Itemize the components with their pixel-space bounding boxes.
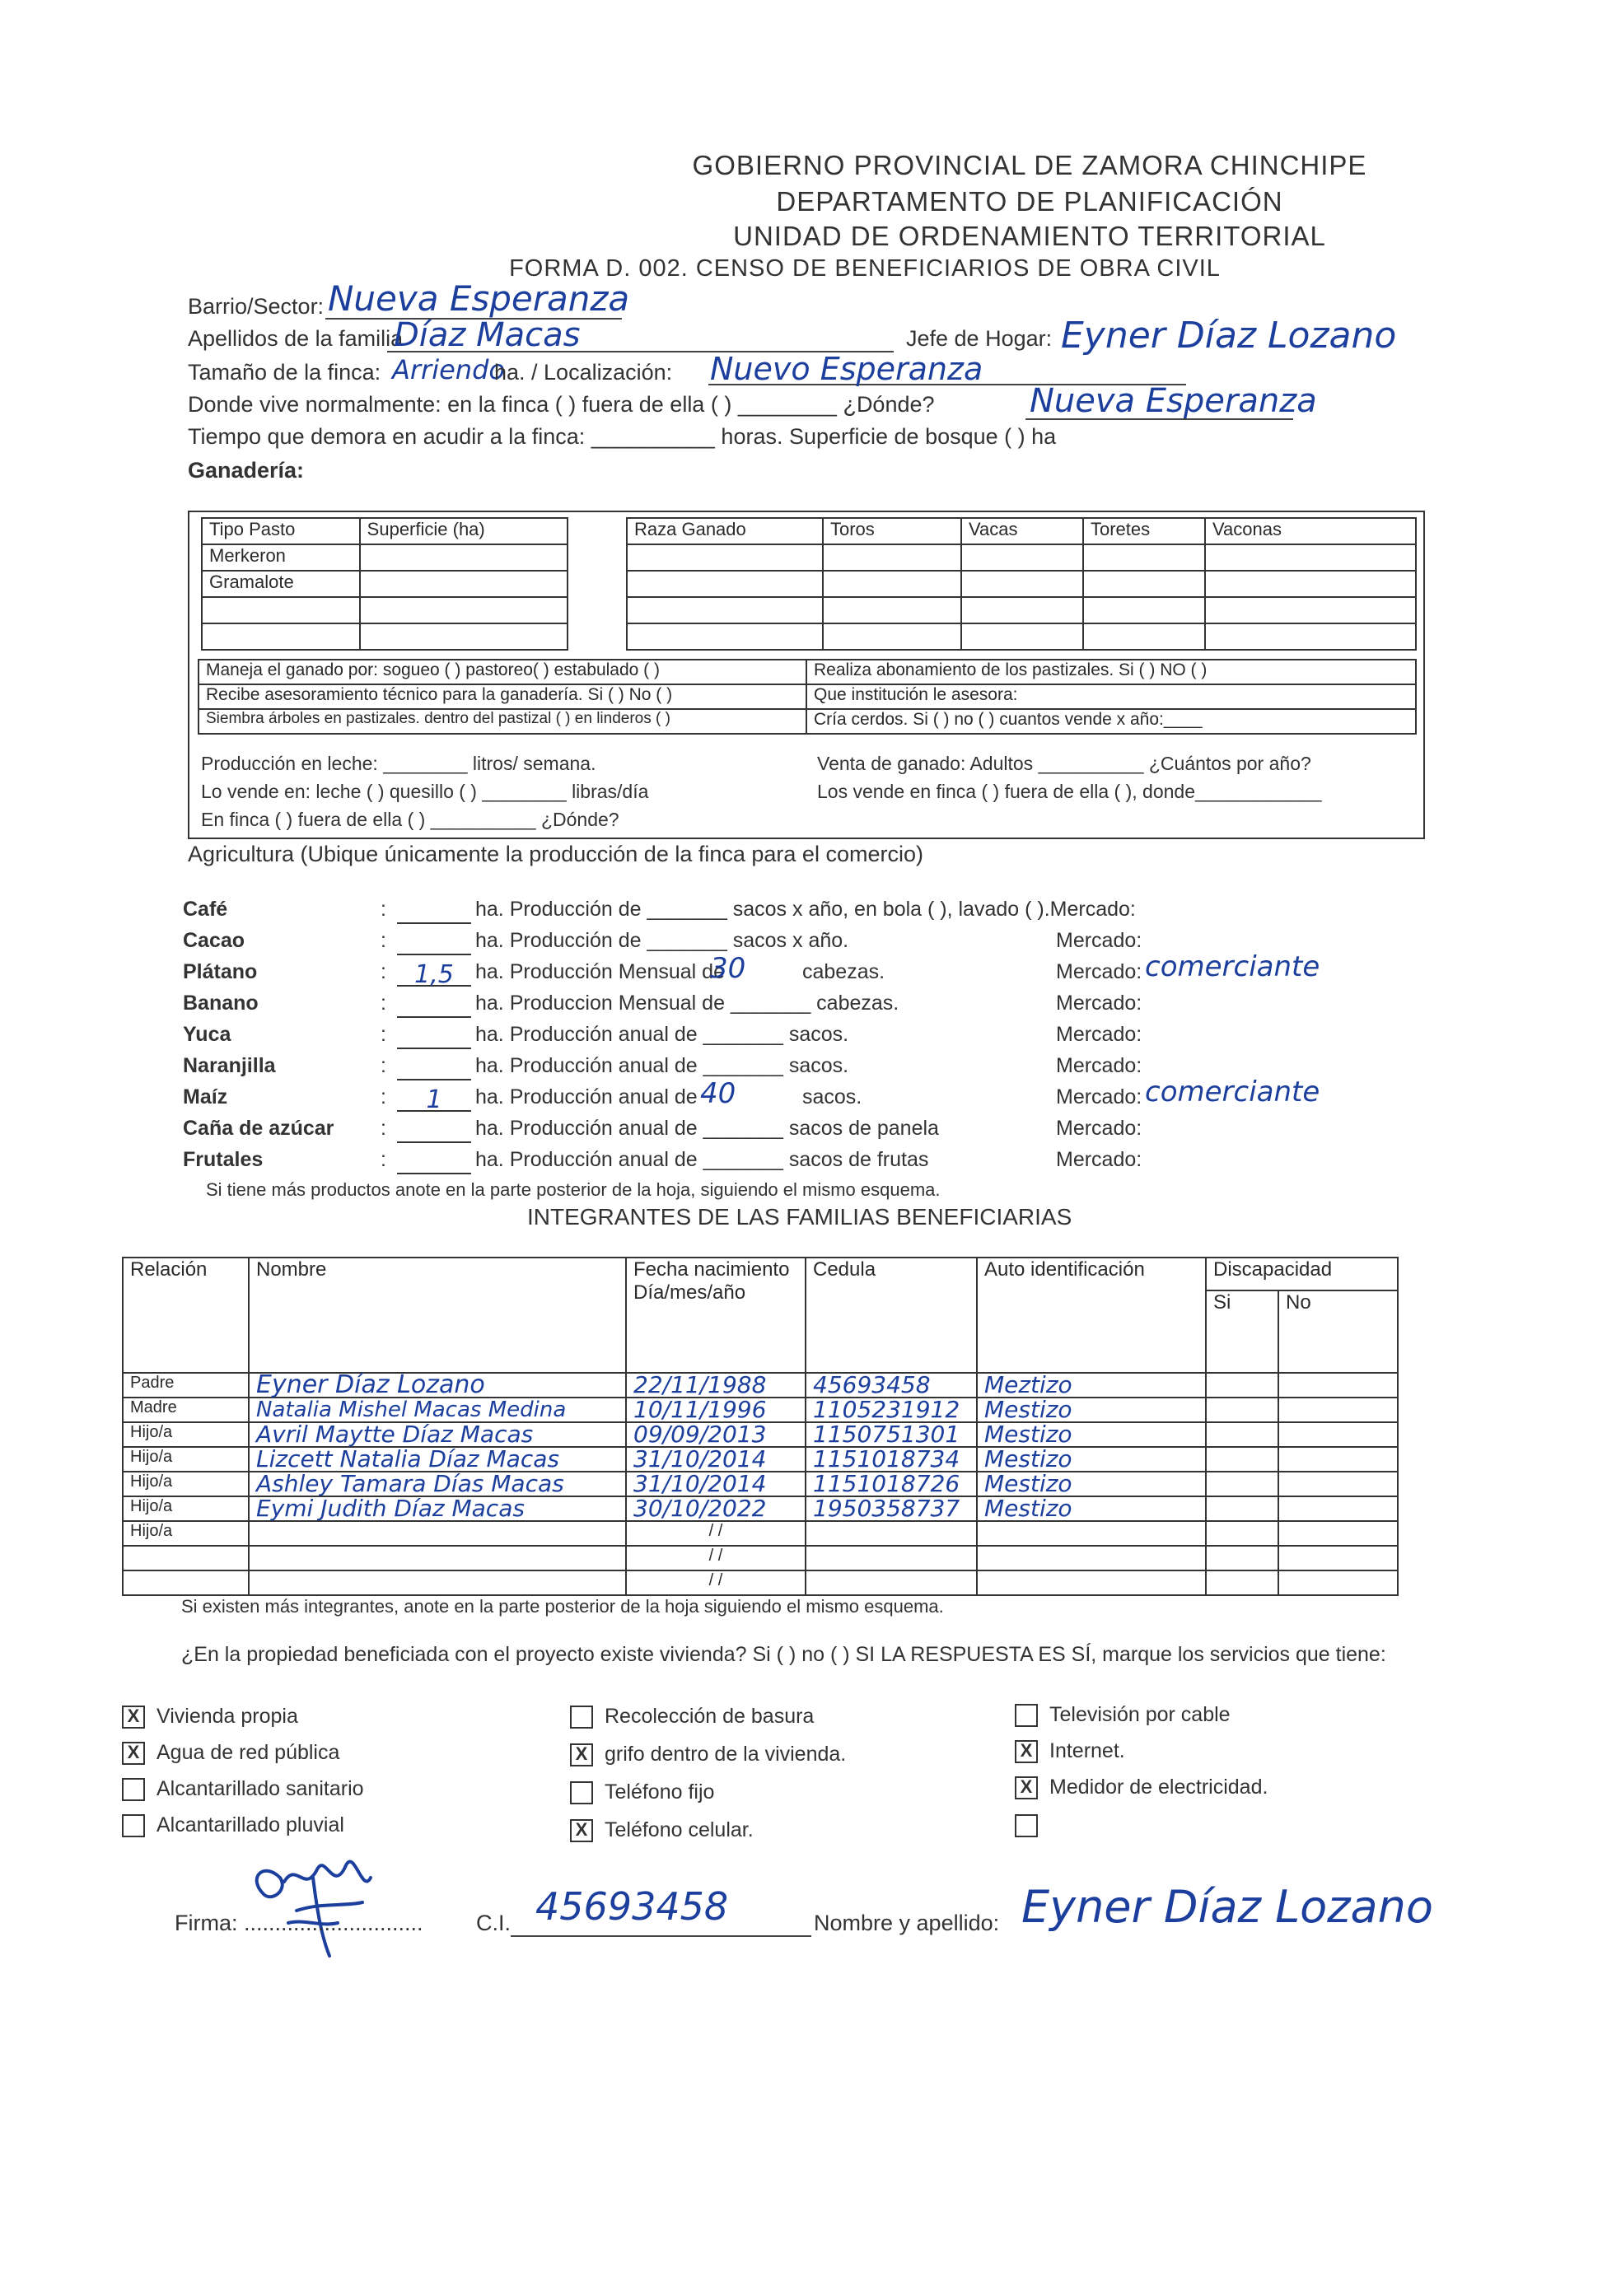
ganado-cell	[961, 571, 1083, 597]
cell-nombre	[249, 1521, 626, 1546]
asesoramiento: Recibe asesoramiento técnico para la ganadería. Si ( ) No ( )	[199, 684, 806, 709]
ganaderia-label: Ganadería:	[188, 458, 305, 483]
cell-no	[1278, 1447, 1398, 1472]
header-line-1: GOBIERNO PROVINCIAL DE ZAMORA CHINCHIPE	[692, 150, 1367, 180]
table-row	[123, 1447, 1398, 1472]
crop-area	[397, 1054, 471, 1080]
service-label: Vivienda propia	[156, 1705, 298, 1728]
pasto-header-superficie: Superficie (ha)	[360, 518, 568, 544]
jefe-label: Jefe de Hogar:	[906, 326, 1053, 351]
ci-value: 45693458	[535, 1884, 729, 1929]
cell-nombre: Eymi Judith Díaz Macas	[249, 1496, 626, 1521]
cell-relacion	[123, 1570, 249, 1595]
ganado-cell	[1205, 597, 1416, 623]
institucion: Que institución le asesora:	[806, 684, 1416, 709]
crop-row	[183, 992, 1418, 1023]
crop-area	[397, 992, 471, 1018]
service-label: grifo dentro de la vivienda.	[605, 1743, 847, 1766]
barrio-value: Nueva Esperanza	[328, 278, 630, 319]
crop-market-label: Mercado:	[1056, 1023, 1142, 1046]
crop-production: 40	[700, 1077, 736, 1110]
hdr-fecha: Fecha nacimiento Día/mes/año	[626, 1258, 806, 1373]
service-agua-red[interactable]	[122, 1741, 339, 1765]
nombre-label: Nombre y apellido:	[814, 1911, 1000, 1935]
leche-donde: En finca ( ) fuera de ella ( ) __________ ¿Dónde?	[201, 809, 619, 830]
cell-nombre: Natalia Mishel Macas Medina	[249, 1398, 626, 1422]
colon: :	[381, 1148, 386, 1171]
crop-area	[397, 898, 471, 924]
colon: :	[381, 1117, 386, 1140]
ganado-cell	[1083, 597, 1205, 623]
cell-fecha: / /	[626, 1570, 806, 1595]
header-line-2: DEPARTAMENTO DE PLANIFICACIÓN	[776, 186, 1283, 217]
cell-cedula	[806, 1546, 977, 1570]
crop-area	[397, 1148, 471, 1174]
service-label: Internet.	[1049, 1739, 1125, 1762]
service-label: Alcantarillado pluvial	[156, 1813, 344, 1836]
ganado-header-vaconas: Vaconas	[1205, 518, 1416, 544]
checkbox-icon[interactable]	[570, 1781, 593, 1804]
cell-no	[1278, 1422, 1398, 1447]
cell-cedula: 45693458	[806, 1373, 977, 1398]
cell-auto	[977, 1546, 1206, 1570]
cell-fecha: 09/09/2013	[626, 1422, 806, 1447]
siembra-arboles: Siembra árboles en pastizales. dentro del pastizal ( ) en linderos ( )	[199, 709, 806, 734]
table-row	[123, 1546, 1398, 1570]
crop-text: ha. Producción de _______ sacos x año, en bola ( ), lavado ( ).Mercado:	[475, 898, 1136, 921]
service-telefono-celular[interactable]	[570, 1818, 754, 1842]
crop-text-b: sacos.	[802, 1085, 862, 1108]
crop-text: ha. Producción anual de _______ sacos de panela	[475, 1117, 939, 1140]
cell-fecha: / /	[626, 1521, 806, 1546]
crop-text: ha. Producción de _______ sacos x año.	[475, 929, 849, 952]
agricultura-note: Si tiene más productos anote en la parte posterior de la hoja, siguiendo el mismo esquema.	[206, 1179, 941, 1200]
service-alcantarillado-sanitario[interactable]	[122, 1777, 364, 1801]
table-row	[123, 1496, 1398, 1521]
hdr-si: Si	[1206, 1290, 1278, 1373]
header-line-3: UNIDAD DE ORDENAMIENTO TERRITORIAL	[733, 221, 1326, 251]
ganado-cell	[1083, 571, 1205, 597]
cell-cedula	[806, 1570, 977, 1595]
ci-label: C.I.	[476, 1911, 512, 1935]
pasto-row: Merkeron	[202, 544, 360, 571]
service-label: Medidor de electricidad.	[1049, 1776, 1268, 1799]
cria-cerdos: Cría cerdos. Si ( ) no ( ) cuantos vende x año:____	[806, 709, 1416, 734]
crop-text: ha. Producción anual de _______ sacos de frutas	[475, 1148, 929, 1171]
ganado-cell	[1205, 623, 1416, 650]
crop-market-label: Mercado:	[1056, 960, 1142, 983]
ganado-cell	[823, 623, 961, 650]
table-row	[123, 1398, 1398, 1422]
cell-no	[1278, 1546, 1398, 1570]
cell-nombre: Lizcett Natalia Díaz Macas	[249, 1447, 626, 1472]
cell-fecha: 31/10/2014	[626, 1447, 806, 1472]
hdr-relacion: Relación	[123, 1258, 249, 1373]
localizacion-value: Nuevo Esperanza	[710, 351, 983, 387]
cell-si	[1206, 1398, 1278, 1422]
checkbox-icon[interactable]: X	[122, 1706, 145, 1729]
cell-cedula	[806, 1521, 977, 1546]
ganado-cell	[823, 597, 961, 623]
pasto-header-tipo: Tipo Pasto	[202, 518, 360, 544]
signature-scribble	[239, 1845, 387, 1960]
service-vivienda-propia[interactable]	[122, 1705, 298, 1729]
crop-row	[183, 1076, 1418, 1117]
ganado-header-vacas: Vacas	[961, 518, 1083, 544]
service-label: Televisión por cable	[1049, 1703, 1231, 1726]
cell-no	[1278, 1398, 1398, 1422]
apellidos-value: Díaz Macas	[394, 316, 581, 354]
cell-cedula: 1151018726	[806, 1472, 977, 1496]
cell-relacion: Padre	[123, 1373, 249, 1398]
crop-name: Yuca	[183, 1023, 231, 1046]
pasto-row	[202, 597, 360, 623]
hdr-cedula: Cedula	[806, 1258, 977, 1373]
cell-nombre: Eyner Díaz Lozano	[249, 1373, 626, 1398]
cell-auto	[977, 1570, 1206, 1595]
hdr-no: No	[1278, 1290, 1398, 1373]
table-row	[123, 1422, 1398, 1447]
crop-text: ha. Producción anual de	[475, 1085, 698, 1108]
checkbox-icon[interactable]: X	[570, 1743, 593, 1766]
pasto-cell	[360, 544, 568, 571]
crop-name: Naranjilla	[183, 1054, 276, 1077]
cell-nombre	[249, 1570, 626, 1595]
crop-row	[183, 950, 1418, 992]
cell-no	[1278, 1496, 1398, 1521]
crop-row	[183, 1148, 1418, 1179]
crop-area	[397, 1023, 471, 1049]
service-recoleccion-basura[interactable]	[570, 1705, 814, 1729]
ganado-vende: Los vende en finca ( ) fuera de ella ( ), donde____________	[817, 781, 1322, 802]
checkbox-icon[interactable]	[1015, 1704, 1038, 1727]
cell-si	[1206, 1447, 1278, 1472]
colon: :	[381, 992, 386, 1015]
donde-vive-label: Donde vive normalmente: en la finca ( ) fuera de ella ( ) ________ ¿Dónde?	[188, 392, 935, 417]
abonamiento: Realiza abonamiento de los pastizales. Si ( ) NO ( )	[806, 660, 1416, 684]
venta-ganado: Venta de ganado: Adultos __________ ¿Cuántos por año?	[817, 753, 1311, 774]
cell-nombre: Avril Maytte Díaz Macas	[249, 1422, 626, 1447]
integrantes-table	[122, 1257, 1399, 1596]
tamano-label: Tamaño de la finca:	[188, 360, 381, 385]
tamano-value: Arriendo	[392, 354, 505, 385]
crop-name: Banano	[183, 992, 259, 1015]
ganaderia-questions	[198, 659, 1417, 735]
firma-label: Firma: .............................	[175, 1911, 423, 1935]
ganado-header-raza: Raza Ganado	[627, 518, 823, 544]
crop-area	[397, 929, 471, 955]
crop-text-b: cabezas.	[802, 960, 885, 983]
checkbox-icon[interactable]: X	[1015, 1776, 1038, 1799]
crop-text: ha. Produccion Mensual de _______ cabezas.	[475, 992, 899, 1015]
hdr-nombre: Nombre	[249, 1258, 626, 1373]
ganado-table	[626, 517, 1417, 651]
ganado-header-toros: Toros	[823, 518, 961, 544]
cell-auto: Meztizo	[977, 1373, 1206, 1398]
cell-si	[1206, 1472, 1278, 1496]
crop-area: 1,5	[397, 960, 471, 987]
cell-auto: Mestizo	[977, 1496, 1206, 1521]
crop-text: ha. Producción anual de _______ sacos.	[475, 1054, 849, 1077]
cell-no	[1278, 1521, 1398, 1546]
apellidos-label: Apellidos de la familia	[188, 326, 404, 351]
crop-market-label: Mercado:	[1056, 1148, 1142, 1171]
colon: :	[381, 929, 386, 952]
colon: :	[381, 960, 386, 983]
crop-name: Frutales	[183, 1148, 264, 1171]
donde-underline	[1025, 418, 1293, 420]
donde-value: Nueva Esperanza	[1030, 382, 1317, 420]
crop-market: comerciante	[1145, 1076, 1320, 1108]
checkbox-icon[interactable]	[570, 1706, 593, 1729]
ganado-cell	[1083, 544, 1205, 571]
crop-text: ha. Producción anual de _______ sacos.	[475, 1023, 849, 1046]
cell-auto	[977, 1521, 1206, 1546]
nombre-value: Eyner Díaz Lozano	[1021, 1881, 1433, 1933]
colon: :	[381, 1085, 386, 1108]
ganado-cell	[1083, 623, 1205, 650]
crop-name: Caña de azúcar	[183, 1117, 334, 1140]
cell-si	[1206, 1521, 1278, 1546]
ganado-cell	[627, 571, 823, 597]
crop-area: 1	[397, 1085, 471, 1112]
cell-nombre: Ashley Tamara Días Macas	[249, 1472, 626, 1496]
checkbox-icon[interactable]: X	[122, 1742, 145, 1765]
header-line-4: FORMA D. 002. CENSO DE BENEFICIARIOS DE OBRA CIVIL	[509, 255, 1221, 282]
ganado-cell	[823, 544, 961, 571]
checkbox-icon[interactable]	[1015, 1814, 1038, 1837]
hdr-discapacidad: Discapacidad	[1206, 1258, 1398, 1290]
crop-name: Maíz	[183, 1085, 228, 1108]
table-row	[123, 1373, 1398, 1398]
cell-fecha: 10/11/1996	[626, 1398, 806, 1422]
ganado-cell	[961, 623, 1083, 650]
crop-text: ha. Producción Mensual de	[475, 960, 725, 983]
crop-market-label: Mercado:	[1056, 1117, 1142, 1140]
crop-name: Café	[183, 898, 228, 921]
service-label: Teléfono celular.	[605, 1818, 754, 1841]
cell-relacion: Hijo/a	[123, 1521, 249, 1546]
cell-si	[1206, 1373, 1278, 1398]
service-label: Agua de red pública	[156, 1741, 340, 1764]
colon: :	[381, 1054, 386, 1077]
checkbox-icon[interactable]	[122, 1778, 145, 1801]
cell-relacion: Hijo/a	[123, 1422, 249, 1447]
cell-cedula: 1105231912	[806, 1398, 977, 1422]
service-label: Teléfono fijo	[605, 1780, 715, 1804]
service-internet[interactable]	[1015, 1739, 1125, 1763]
agricultura-title: Agricultura (Ubique únicamente la producción de la finca para el comercio)	[188, 842, 923, 866]
service-tv-cable[interactable]	[1015, 1703, 1231, 1727]
pasto-cell	[360, 571, 568, 597]
cell-auto: Mestizo	[977, 1398, 1206, 1422]
crop-market-label: Mercado:	[1056, 992, 1142, 1015]
pasto-row	[202, 623, 360, 650]
cell-si	[1206, 1546, 1278, 1570]
ganado-cell	[1205, 544, 1416, 571]
cell-cedula: 1151018734	[806, 1447, 977, 1472]
service-grifo[interactable]	[570, 1743, 846, 1766]
produccion-leche: Producción en leche: ________ litros/ semana.	[201, 753, 596, 774]
cell-fecha: 22/11/1988	[626, 1373, 806, 1398]
checkbox-icon[interactable]	[122, 1814, 145, 1837]
barrio-label: Barrio/Sector:	[188, 294, 325, 319]
ganado-cell	[627, 623, 823, 650]
leche-vende: Lo vende en: leche ( ) quesillo ( ) ________ libras/día	[201, 781, 649, 802]
cell-fecha: 31/10/2014	[626, 1472, 806, 1496]
pasto-cell	[360, 623, 568, 650]
ganado-cell	[961, 544, 1083, 571]
crop-name: Cacao	[183, 929, 245, 952]
jefe-value: Eyner Díaz Lozano	[1061, 315, 1397, 357]
integrantes-title: INTEGRANTES DE LAS FAMILIAS BENEFICIARIAS	[527, 1204, 1072, 1230]
table-row	[123, 1521, 1398, 1546]
cell-fecha: 30/10/2022	[626, 1496, 806, 1521]
crop-name: Plátano	[183, 960, 258, 983]
table-row	[123, 1570, 1398, 1595]
tamano-unit: ha. / Localización:	[494, 360, 673, 385]
cell-auto: Mestizo	[977, 1472, 1206, 1496]
ganado-cell	[823, 571, 961, 597]
colon: :	[381, 1023, 386, 1046]
pasto-table	[201, 517, 568, 651]
cell-relacion: Hijo/a	[123, 1472, 249, 1496]
cell-cedula: 1950358737	[806, 1496, 977, 1521]
cell-cedula: 1150751301	[806, 1422, 977, 1447]
crop-row	[183, 1023, 1418, 1054]
cell-auto: Mestizo	[977, 1422, 1206, 1447]
crop-market-label: Mercado:	[1056, 1085, 1142, 1108]
service-label: Recolección de basura	[605, 1705, 815, 1728]
table-row	[123, 1472, 1398, 1496]
vivienda-question: ¿En la propiedad beneficiada con el proyecto existe vivienda? Si ( ) no ( ) SI LA RESPUESTA ES SÍ, marque los servicios que tiene:	[181, 1643, 1386, 1666]
crop-market-label: Mercado:	[1056, 929, 1142, 952]
cell-fecha: / /	[626, 1546, 806, 1570]
cell-auto: Mestizo	[977, 1447, 1206, 1472]
maneja-ganado: Maneja el ganado por: sogueo ( ) pastoreo( ) estabulado ( )	[199, 660, 806, 684]
cell-no	[1278, 1472, 1398, 1496]
pasto-cell	[360, 597, 568, 623]
crop-row	[183, 1117, 1418, 1148]
crop-production: 30	[710, 952, 746, 985]
ganado-header-toretes: Toretes	[1083, 518, 1205, 544]
ganado-cell	[627, 597, 823, 623]
cell-relacion: Hijo/a	[123, 1496, 249, 1521]
cell-relacion: Madre	[123, 1398, 249, 1422]
crop-row	[183, 898, 1418, 929]
crop-market: comerciante	[1145, 950, 1320, 983]
integrantes-note: Si existen más integrantes, anote en la parte posterior de la hoja siguiendo el mismo esquema.	[181, 1596, 944, 1617]
service-telefono-fijo[interactable]	[570, 1780, 714, 1804]
cell-si	[1206, 1496, 1278, 1521]
crop-market-label: Mercado:	[1056, 1054, 1142, 1077]
cell-si	[1206, 1422, 1278, 1447]
cell-no	[1278, 1373, 1398, 1398]
cell-nombre	[249, 1546, 626, 1570]
ganado-cell	[1205, 571, 1416, 597]
hdr-auto: Auto identificación	[977, 1258, 1206, 1373]
cell-relacion	[123, 1546, 249, 1570]
service-alcantarillado-pluvial[interactable]	[122, 1813, 344, 1837]
crop-area	[397, 1117, 471, 1143]
service-blank[interactable]	[1015, 1813, 1049, 1837]
ganado-cell	[961, 597, 1083, 623]
service-medidor[interactable]	[1015, 1776, 1268, 1799]
cell-relacion: Hijo/a	[123, 1447, 249, 1472]
colon: :	[381, 898, 386, 921]
pasto-row: Gramalote	[202, 571, 360, 597]
cell-no	[1278, 1570, 1398, 1595]
ci-underline	[511, 1935, 811, 1937]
checkbox-icon[interactable]: X	[570, 1819, 593, 1842]
tiempo-label: Tiempo que demora en acudir a la finca: __________ horas. Superficie de bosque ( ) ha	[188, 424, 1057, 449]
ganado-cell	[627, 544, 823, 571]
service-label: Alcantarillado sanitario	[156, 1777, 364, 1800]
cell-si	[1206, 1570, 1278, 1595]
checkbox-icon[interactable]: X	[1015, 1740, 1038, 1763]
